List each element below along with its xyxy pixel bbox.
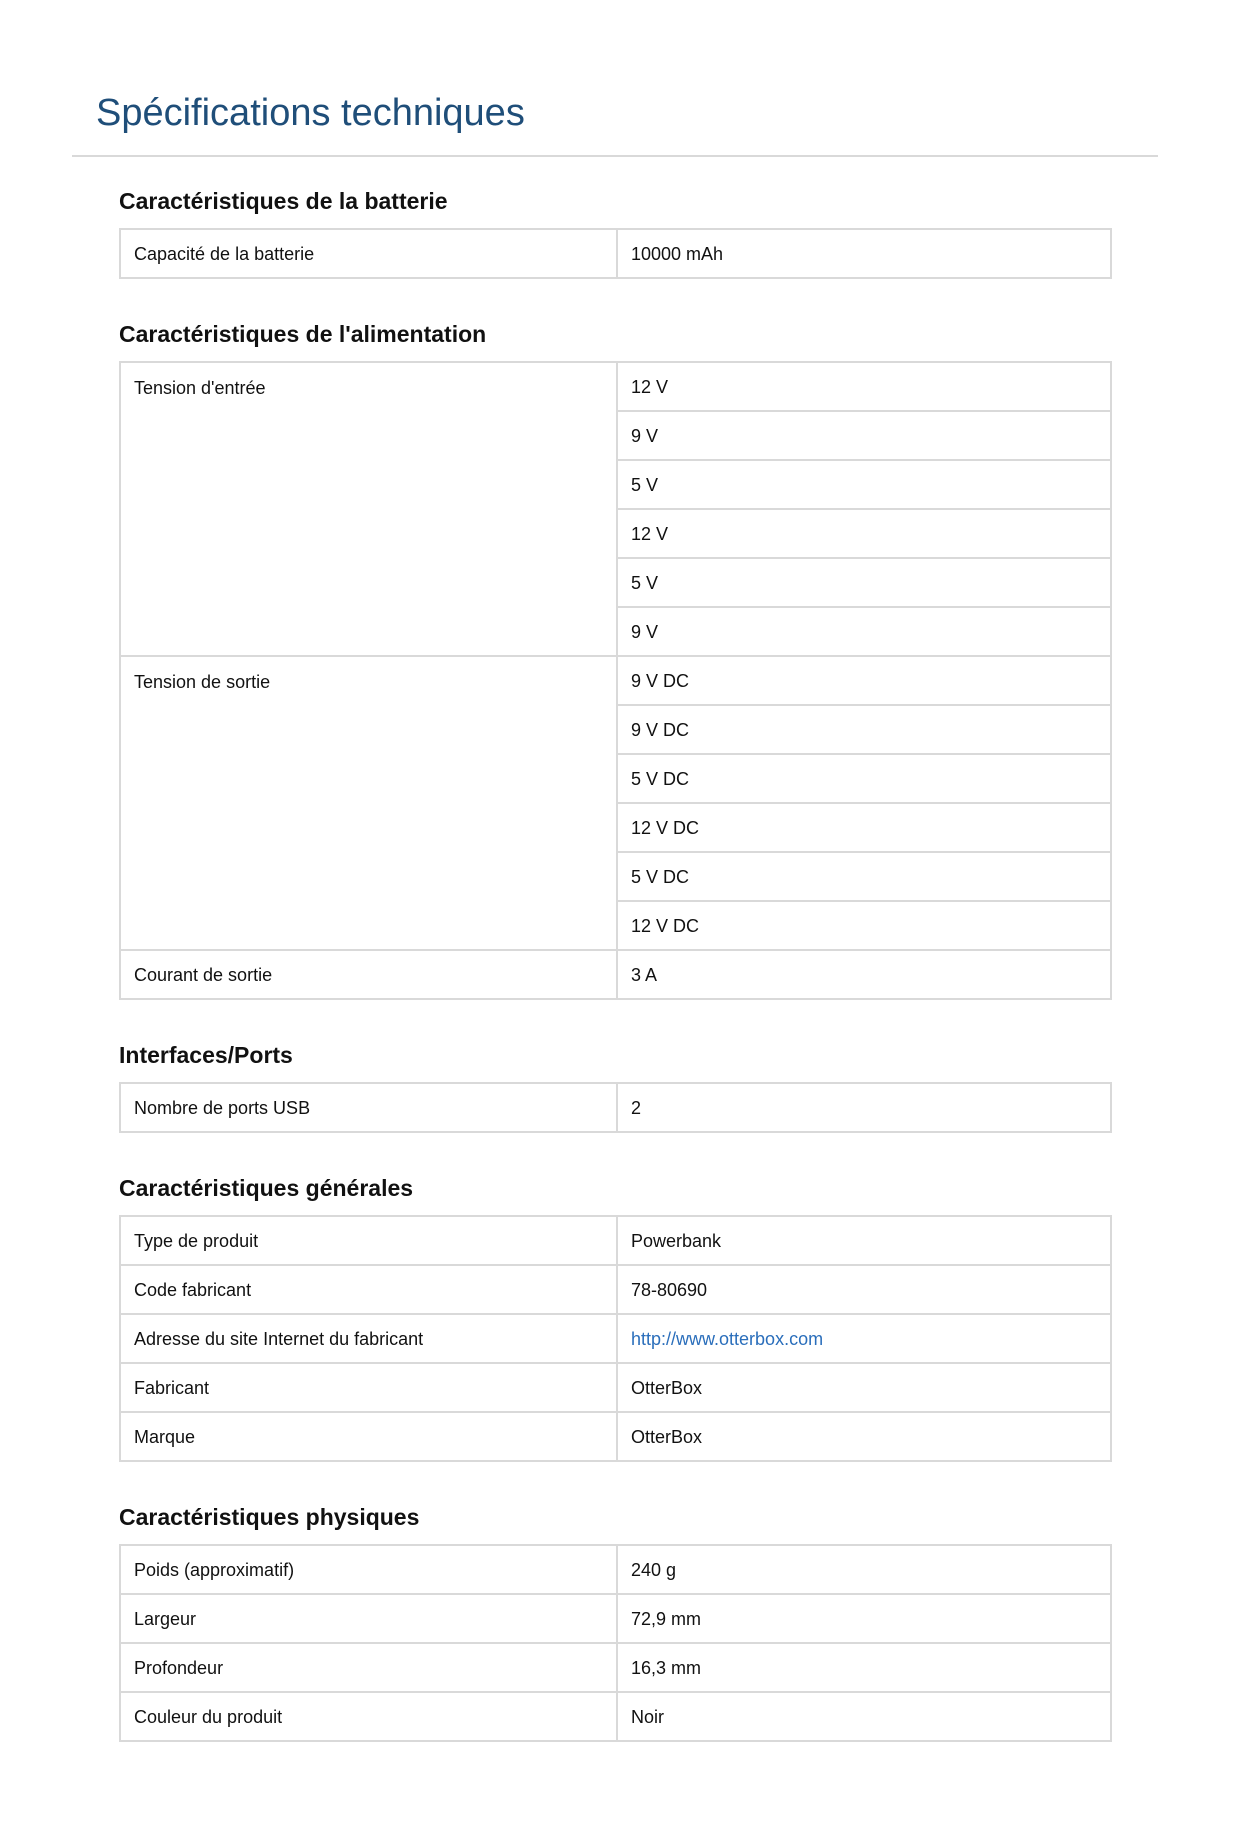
section-title: Caractéristiques de la batterie (119, 188, 448, 214)
spec-value: 78-80690 (617, 1265, 1111, 1314)
spec-value: 5 V (617, 558, 1111, 607)
table-row (120, 1643, 1111, 1692)
table-row (120, 229, 1111, 278)
spec-table (119, 1544, 1112, 1742)
spec-value: Noir (617, 1692, 1111, 1741)
spec-sections (119, 178, 1112, 1774)
table-row (120, 950, 1111, 999)
section-title: Interfaces/Ports (119, 1042, 293, 1068)
spec-value: 3 A (617, 950, 1111, 999)
table-row (120, 1412, 1111, 1461)
section-caracteristiques-physiques (119, 1494, 1112, 1742)
table-row (120, 1265, 1111, 1314)
spec-value: 72,9 mm (617, 1594, 1111, 1643)
spec-value: 12 V DC (617, 803, 1111, 852)
spec-label: Couleur du produit (120, 1692, 617, 1741)
spec-table (119, 1082, 1112, 1133)
spec-value: 12 V (617, 509, 1111, 558)
table-row (120, 1314, 1111, 1363)
section-caracteristiques-generales (119, 1165, 1112, 1462)
spec-label: Poids (approximatif) (120, 1545, 617, 1594)
spec-value: 16,3 mm (617, 1643, 1111, 1692)
spec-label: Tension d'entrée (120, 362, 617, 656)
spec-label: Type de produit (120, 1216, 617, 1265)
spec-label: Marque (120, 1412, 617, 1461)
spec-value: 12 V (617, 362, 1111, 411)
spec-label: Capacité de la batterie (120, 229, 617, 278)
spec-label: Largeur (120, 1594, 617, 1643)
spec-label: Adresse du site Internet du fabricant (120, 1314, 617, 1363)
table-row (120, 1083, 1111, 1132)
manufacturer-website-link[interactable]: http://www.otterbox.com (631, 1328, 824, 1349)
spec-label: Tension de sortie (120, 656, 617, 950)
spec-value: 240 g (617, 1545, 1111, 1594)
table-row (120, 1216, 1111, 1265)
spec-label: Courant de sortie (120, 950, 617, 999)
spec-table (119, 228, 1112, 279)
spec-label: Fabricant (120, 1363, 617, 1412)
table-row (120, 1692, 1111, 1741)
spec-label: Code fabricant (120, 1265, 617, 1314)
spec-label: Profondeur (120, 1643, 617, 1692)
table-row (120, 362, 1111, 411)
spec-value: 12 V DC (617, 901, 1111, 950)
spec-value: 10000 mAh (617, 229, 1111, 278)
table-row (120, 1545, 1111, 1594)
spec-value: 2 (617, 1083, 1111, 1132)
table-row (120, 656, 1111, 705)
spec-value: 9 V (617, 411, 1111, 460)
section-title: Caractéristiques de l'alimentation (119, 321, 487, 347)
spec-value: 9 V (617, 607, 1111, 656)
title-divider (72, 155, 1158, 157)
spec-table (119, 1215, 1112, 1462)
spec-value: 9 V DC (617, 705, 1111, 754)
section-caracteristiques-de-la-batterie (119, 178, 1112, 279)
section-title: Caractéristiques générales (119, 1175, 414, 1201)
spec-value-cell (617, 1314, 1111, 1363)
spec-table (119, 361, 1112, 1000)
table-row (120, 1594, 1111, 1643)
spec-value: 9 V DC (617, 656, 1111, 705)
spec-value: 5 V DC (617, 754, 1111, 803)
spec-value: 5 V DC (617, 852, 1111, 901)
section-interfaces-ports (119, 1032, 1112, 1133)
section-caracteristiques-de-l-alimentation (119, 311, 1112, 1000)
section-title: Caractéristiques physiques (119, 1504, 420, 1530)
table-row (120, 1363, 1111, 1412)
spec-label: Nombre de ports USB (120, 1083, 617, 1132)
spec-value: Powerbank (617, 1216, 1111, 1265)
spec-value: OtterBox (617, 1412, 1111, 1461)
page-title: Spécifications techniques (96, 92, 525, 134)
spec-value: OtterBox (617, 1363, 1111, 1412)
spec-value: 5 V (617, 460, 1111, 509)
